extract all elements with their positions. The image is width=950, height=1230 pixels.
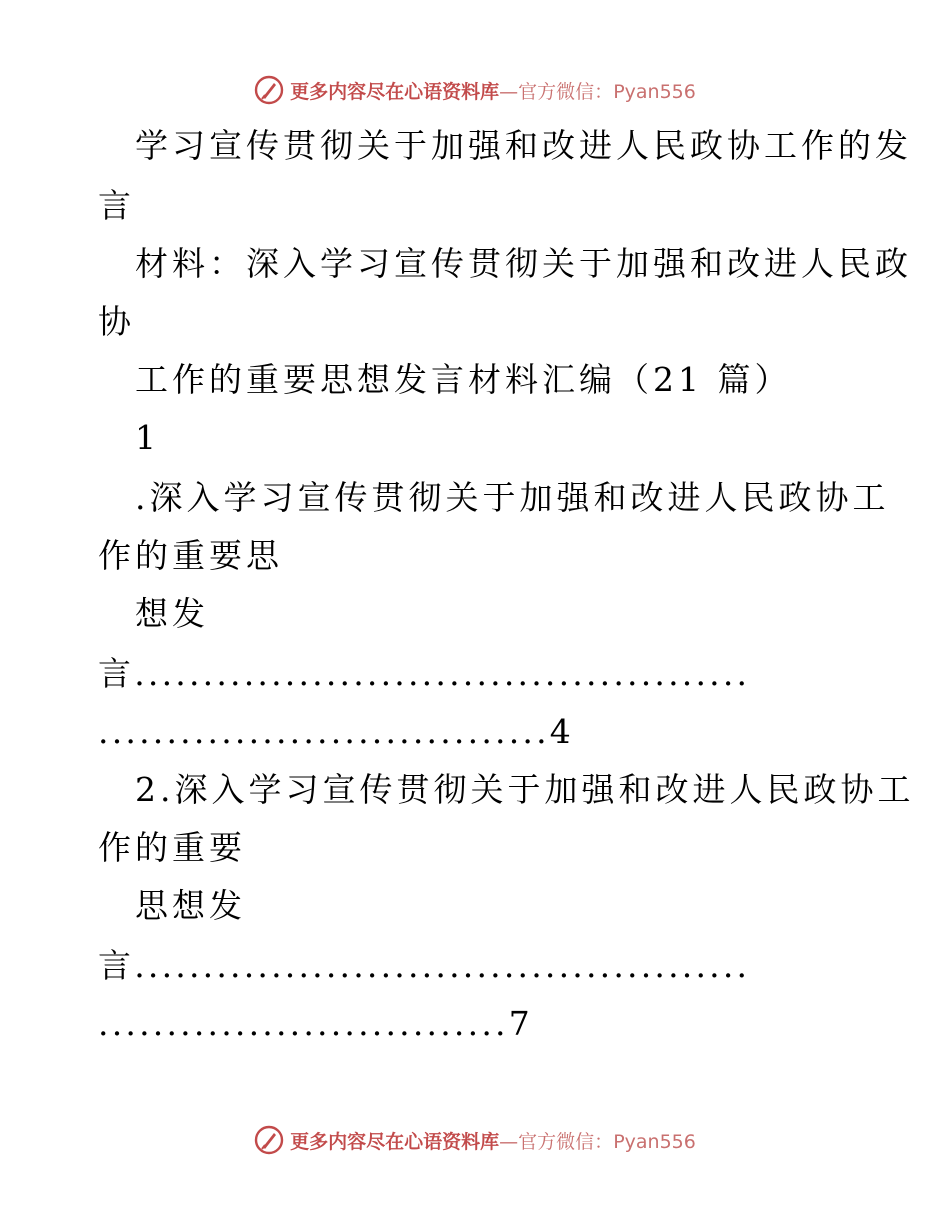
- quill-logo-icon: [254, 75, 284, 105]
- watermark-separator: —: [499, 80, 519, 103]
- toc-leader-1: 言.............................................: [98, 654, 751, 693]
- doc-line-2: 言: [98, 186, 135, 225]
- doc-line-5: 工作的重要思想发言材料汇编（21 篇）: [135, 360, 792, 399]
- doc-line-1: 学习宣传贯彻关于加强和改进人民政协工作的发: [135, 126, 912, 165]
- doc-line-6: 1: [135, 418, 160, 457]
- toc-page-2: ..............................7: [98, 1004, 533, 1043]
- doc-line-13: 作的重要: [98, 828, 246, 867]
- watermark-wechat-id: Pyan556: [613, 1130, 696, 1153]
- doc-line-9: 想发: [135, 594, 209, 633]
- quill-logo-icon: [254, 1125, 284, 1155]
- doc-line-4: 协: [98, 302, 135, 341]
- watermark-wechat-label: 官方微信：: [518, 1130, 614, 1153]
- header-watermark: [0, 70, 950, 110]
- watermark-separator: —: [499, 1130, 519, 1153]
- toc-page-1: .................................4: [98, 712, 574, 751]
- doc-line-3: 材料：深入学习宣传贯彻关于加强和改进人民政: [135, 244, 912, 283]
- watermark-wechat-label: 官方微信：: [518, 80, 614, 103]
- watermark-wechat-id: Pyan556: [613, 80, 696, 103]
- toc-item-1-title: .深入学习宣传贯彻关于加强和改进人民政协工: [135, 478, 890, 517]
- watermark-site: 更多内容尽在心语资料库: [290, 1130, 500, 1153]
- toc-leader-2: 言.............................................: [98, 946, 751, 985]
- footer-watermark: [0, 1120, 950, 1160]
- watermark-text: [290, 1127, 696, 1154]
- doc-line-8: 作的重要思: [98, 536, 283, 575]
- doc-line-14: 思想发: [135, 886, 246, 925]
- watermark-text: [290, 77, 696, 104]
- watermark-site: 更多内容尽在心语资料库: [290, 80, 500, 103]
- toc-item-2-title: 2.深入学习宣传贯彻关于加强和改进人民政协工: [135, 770, 915, 809]
